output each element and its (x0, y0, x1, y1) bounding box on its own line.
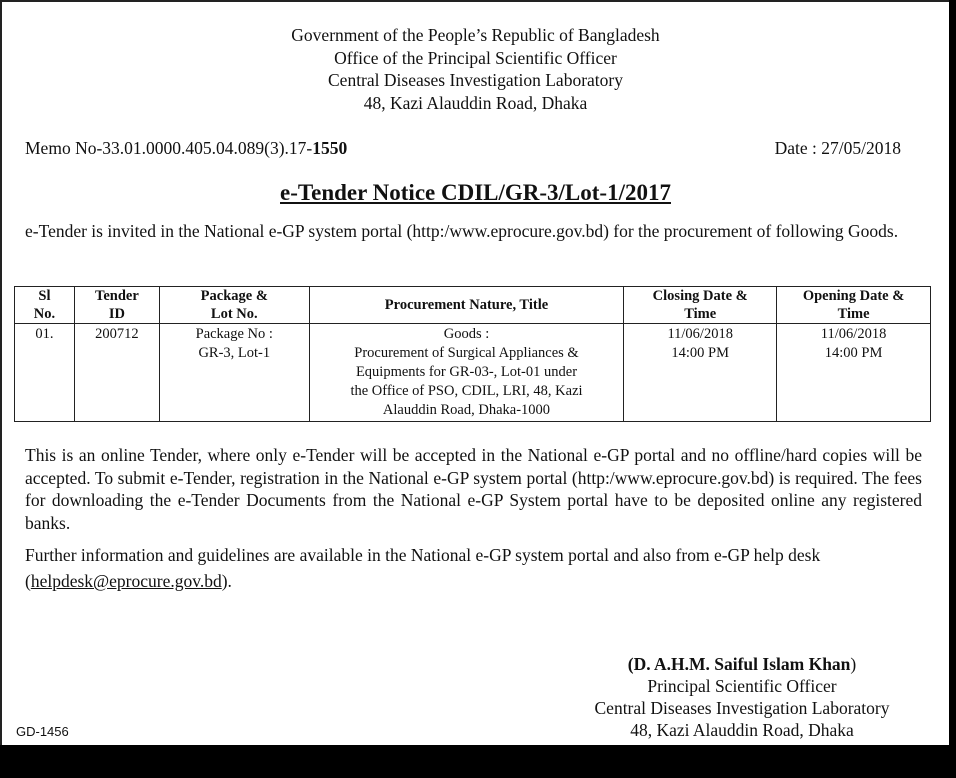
letterhead (2, 24, 949, 114)
tender-table (14, 286, 931, 422)
office-line: Office of the Principal Scientific Officer (334, 47, 617, 68)
signatory-designation: Principal Scientific Officer (647, 676, 837, 696)
header-opening: Opening Date & Time (777, 287, 931, 324)
helpdesk-email-link[interactable]: helpdesk@eprocure.gov.bd (30, 571, 222, 591)
notice-title: e-Tender Notice CDIL/GR-3/Lot-1/2017 (280, 180, 671, 205)
header-tender-id: Tender ID (74, 287, 159, 324)
table-header-row (15, 287, 931, 324)
header-closing: Closing Date & Time (624, 287, 777, 324)
memo-number: Memo No-33.01.0000.405.04.089(3).17-1550 (25, 138, 348, 158)
table-row (15, 324, 931, 422)
memo-row (25, 138, 901, 159)
cell-package: Package No : GR-3, Lot-1 (159, 324, 309, 422)
memo-date: Date : 27/05/2018 (774, 138, 901, 158)
government-line: Government of the People’s Republic of Bangladesh (291, 25, 660, 45)
helpdesk-paragraph: Further information and guidelines are available in the National e-GP system portal and also from e-GP help desk (helpdesk@eprocure.gov.bd). (25, 545, 821, 591)
cell-opening: 11/06/2018 14:00 PM (777, 324, 931, 422)
header-sl: Sl No. (15, 287, 75, 324)
address-line: 48, Kazi Alauddin Road, Dhaka (363, 92, 588, 113)
signatory-address: 48, Kazi Alauddin Road, Dhaka (630, 720, 854, 740)
online-tender-paragraph: This is an online Tender, where only e-Tender will be accepted in the National e-GP portal and no offline/hard copies will be accepted. To submit e-Tender, registration in the National e-GP system portal (http:/www.eprocure.gov.bd) is required. The fees for downloading the e-Tender Documents from the National e-GP System portal have to be deposited online any registered banks. (25, 445, 922, 533)
header-package: Package & Lot No. (159, 287, 309, 324)
signature-block (550, 653, 934, 741)
cell-nature: Goods : Procurement of Surgical Appliances & Equipments for GR-03-, Lot-01 under the Office of PSO, CDIL, LRI, 48, Kazi Alauddin Road, Dhaka-1000 (309, 324, 624, 422)
intro-paragraph: e-Tender is invited in the National e-GP system portal (http:/www.eprocure.gov.bd) for the procurement of following Goods. (25, 221, 899, 241)
reference-code: GD-1456 (16, 724, 69, 739)
signatory-office: Central Diseases Investigation Laboratory (594, 698, 890, 718)
laboratory-line: Central Diseases Investigation Laboratory (328, 70, 623, 90)
signatory-name: (D. A.H.M. Saiful Islam Khan) (627, 654, 857, 674)
header-nature: Procurement Nature, Title (309, 287, 624, 324)
cell-sl: 01. (15, 324, 75, 422)
cell-tender-id: 200712 (74, 324, 159, 422)
cell-closing: 11/06/2018 14:00 PM (624, 324, 777, 422)
